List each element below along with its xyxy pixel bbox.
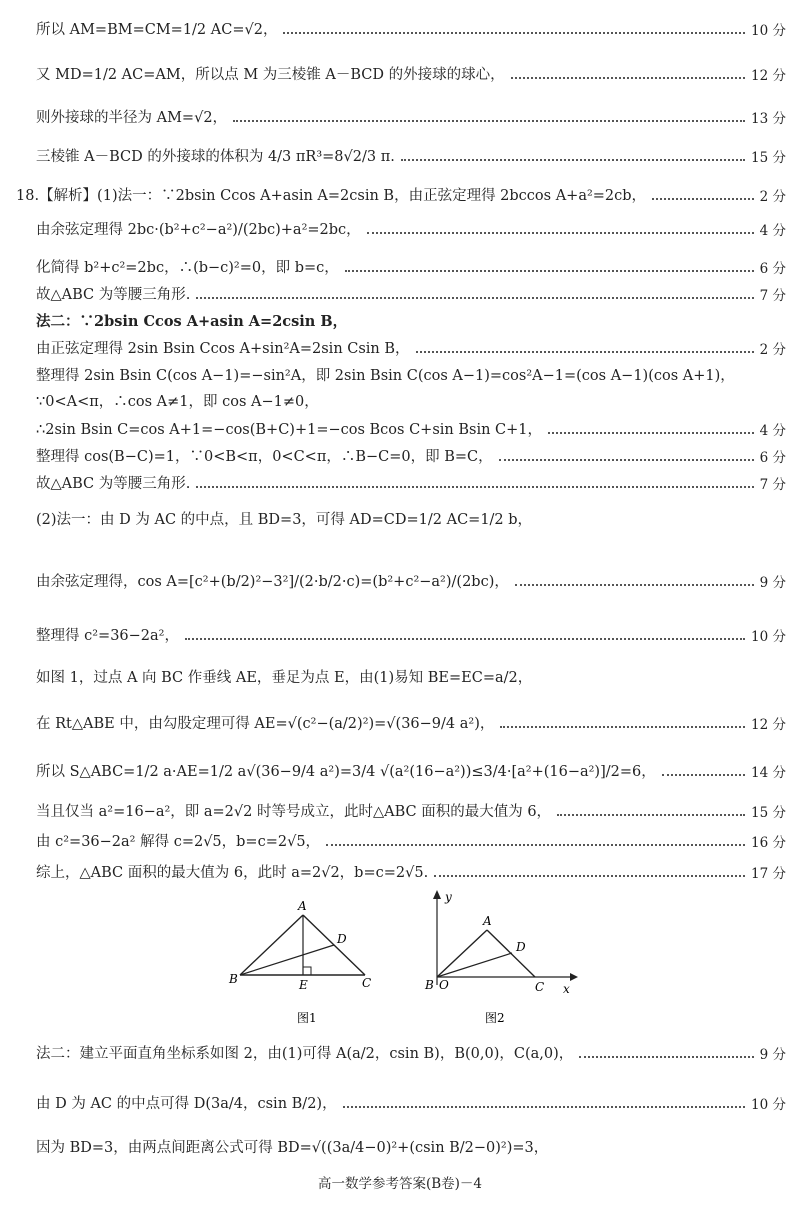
label-c: C bbox=[362, 976, 372, 990]
score-label: 10 分 bbox=[751, 628, 786, 645]
line-20 bbox=[36, 712, 786, 733]
line-text: 因为 BD=3，由两点间距离公式可得 BD=√((3a/4−0)²+(csin B/2−0)²)=3， bbox=[36, 1140, 549, 1156]
score-label: 10 分 bbox=[751, 22, 786, 39]
label-a: A bbox=[298, 899, 307, 913]
line-text: ∴2sin Bsin C=cos A+1=−cos(B+C)+1=−cos Bcos C+sin Bsin C+1， bbox=[36, 422, 543, 438]
leader-dots bbox=[367, 232, 754, 234]
figure-1 bbox=[225, 895, 385, 1035]
score-label: 9 分 bbox=[759, 574, 786, 591]
label-b: B bbox=[229, 972, 238, 986]
line-5 bbox=[16, 184, 786, 205]
line-text: 法二：∵2bsin Ccos A+asin A=2csin B， bbox=[36, 313, 348, 330]
leader-dots bbox=[401, 159, 745, 161]
label-y: y bbox=[445, 890, 452, 904]
score-label: 15 分 bbox=[751, 149, 786, 166]
line-9 bbox=[36, 310, 786, 331]
label-d: D bbox=[516, 940, 526, 954]
line-2 bbox=[36, 63, 786, 84]
line-text: 综上，△ABC 面积的最大值为 6，此时 a=2√2，b=c=2√5. bbox=[36, 865, 429, 881]
line-text: 所以 AM=BM=CM=1/2 AC=√2， bbox=[36, 22, 278, 38]
score-label: 4 分 bbox=[759, 422, 786, 439]
line-text: 整理得 cos(B−C)=1，∵0<B<π，0<C<π，∴B−C=0，即 B=C， bbox=[36, 449, 493, 465]
line-text: 由 c²=36−2a² 解得 c=2√5，b=c=2√5， bbox=[36, 834, 321, 850]
leader-dots bbox=[500, 726, 745, 728]
segment-ba bbox=[437, 930, 487, 977]
line-text: 由 D 为 AC 的中点可得 D(3a/4，csin B/2)， bbox=[36, 1096, 337, 1112]
line-text: (2)法一：由 D 为 AC 的中点，且 BD=3，可得 AD=CD=1/2 AC=1/2 b， bbox=[36, 512, 533, 528]
score-label: 2 分 bbox=[759, 188, 786, 205]
figure-2 bbox=[415, 885, 585, 1035]
line-10 bbox=[36, 337, 786, 358]
score-label: 17 分 bbox=[751, 865, 786, 882]
leader-dots bbox=[185, 638, 745, 640]
line-text: 由余弦定理得，cos A=[c²+(b/2)²−3²]/(2·b/2·c)=(b²+c²−a²)/(2bc)， bbox=[36, 574, 509, 590]
line-text: 18.【解析】(1)法一：∵2bsin Ccos A+asin A=2csin B，由正弦定理得 2bccos A+a²=2cb， bbox=[16, 188, 647, 204]
line-16 bbox=[36, 508, 786, 529]
line-24 bbox=[36, 861, 786, 882]
score-label: 2 分 bbox=[759, 341, 786, 358]
line-text: 化简得 b²+c²=2bc，∴(b−c)²=0，即 b=c， bbox=[36, 260, 339, 276]
score-label: 7 分 bbox=[759, 476, 786, 493]
score-label: 7 分 bbox=[759, 287, 786, 304]
line-14 bbox=[36, 445, 786, 466]
score-label: 6 分 bbox=[759, 449, 786, 466]
leader-dots bbox=[283, 32, 745, 34]
line-12 bbox=[36, 390, 786, 411]
line-8 bbox=[36, 283, 786, 304]
segment-ab bbox=[240, 915, 303, 975]
leader-dots bbox=[652, 198, 754, 200]
score-label: 14 分 bbox=[751, 764, 786, 781]
line-19 bbox=[36, 666, 786, 687]
leader-dots bbox=[196, 486, 753, 488]
leader-dots bbox=[511, 77, 745, 79]
line-21 bbox=[36, 760, 786, 781]
line-26 bbox=[36, 1092, 786, 1113]
line-text: 所以 S△ABC=1/2 a·AE=1/2 a√(36−9/4 a²)=3/4 √(a²(16−a²))≤3/4·[a²+(16−a²)]/2=6， bbox=[36, 764, 656, 780]
leader-dots bbox=[434, 875, 745, 877]
line-17 bbox=[36, 570, 786, 591]
line-22 bbox=[36, 800, 786, 821]
score-label: 4 分 bbox=[759, 222, 786, 239]
figure-2-diagram bbox=[415, 885, 585, 1035]
line-25 bbox=[36, 1042, 786, 1063]
label-e: E bbox=[299, 978, 308, 992]
line-text: ∵0<A<π，∴cos A≠1，即 cos A−1≠0， bbox=[36, 394, 319, 410]
leader-dots bbox=[662, 774, 745, 776]
leader-dots bbox=[416, 351, 754, 353]
leader-dots bbox=[515, 584, 754, 586]
label-o: O bbox=[439, 978, 449, 992]
leader-dots bbox=[345, 270, 754, 272]
line-text: 当且仅当 a²=16−a²，即 a=2√2 时等号成立，此时△ABC 面积的最大值为 6， bbox=[36, 804, 552, 820]
right-angle-mark bbox=[303, 967, 311, 975]
line-text: 整理得 2sin Bsin C(cos A−1)=−sin²A，即 2sin Bsin C(cos A−1)=cos²A−1=(cos A−1)(cos A+1)， bbox=[36, 368, 735, 384]
segment-bd bbox=[240, 945, 334, 975]
line-text: 如图 1，过点 A 向 BC 作垂线 AE，垂足为点 E，由(1)易知 BE=EC=a/2， bbox=[36, 670, 533, 686]
x-axis-arrow-icon bbox=[570, 973, 578, 981]
label-a: A bbox=[483, 914, 492, 928]
line-text: 由正弦定理得 2sin Bsin Ccos A+sin²A=2sin Csin B， bbox=[36, 341, 410, 357]
line-6 bbox=[36, 218, 786, 239]
leader-dots bbox=[326, 844, 745, 846]
leader-dots bbox=[343, 1106, 745, 1108]
line-text: 由余弦定理得 2bc·(b²+c²−a²)/(2bc)+a²=2bc， bbox=[36, 222, 361, 238]
line-3 bbox=[36, 106, 786, 127]
line-11 bbox=[36, 364, 786, 385]
segment-bd bbox=[437, 953, 512, 977]
line-text: 故△ABC 为等腰三角形. bbox=[36, 287, 191, 303]
page-footer: 高一数学参考答案(B卷)－4 bbox=[317, 1176, 483, 1192]
line-27 bbox=[36, 1136, 786, 1157]
score-label: 9 分 bbox=[759, 1046, 786, 1063]
line-7 bbox=[36, 256, 786, 277]
score-label: 6 分 bbox=[759, 260, 786, 277]
score-label: 12 分 bbox=[751, 716, 786, 733]
line-4 bbox=[36, 145, 786, 166]
score-label: 10 分 bbox=[751, 1096, 786, 1113]
score-label: 13 分 bbox=[751, 110, 786, 127]
leader-dots bbox=[557, 814, 745, 816]
line-23 bbox=[36, 830, 786, 851]
line-text: 又 MD=1/2 AC=AM，所以点 M 为三棱锥 A－BCD 的外接球的球心， bbox=[36, 67, 505, 83]
figure-1-caption: 图1 bbox=[297, 1011, 317, 1025]
leader-dots bbox=[579, 1056, 753, 1058]
line-15 bbox=[36, 472, 786, 493]
leader-dots bbox=[196, 297, 753, 299]
leader-dots bbox=[233, 120, 745, 122]
label-d: D bbox=[337, 932, 347, 946]
figure-1-diagram bbox=[225, 895, 385, 1035]
line-text: 则外接球的半径为 AM=√2， bbox=[36, 110, 228, 126]
figure-2-caption: 图2 bbox=[485, 1011, 505, 1025]
line-text: 在 Rt△ABE 中，由勾股定理可得 AE=√(c²−(a/2)²)=√(36−9/4 a²)， bbox=[36, 716, 495, 732]
score-label: 15 分 bbox=[751, 804, 786, 821]
label-x: x bbox=[563, 982, 570, 996]
label-b: B bbox=[425, 978, 434, 992]
line-text: 故△ABC 为等腰三角形. bbox=[36, 476, 191, 492]
line-text: 三棱锥 A－BCD 的外接球的体积为 4/3 πR³=8√2/3 π. bbox=[36, 149, 395, 165]
line-1 bbox=[36, 18, 786, 39]
line-18 bbox=[36, 624, 786, 645]
score-label: 16 分 bbox=[751, 834, 786, 851]
leader-dots bbox=[548, 432, 754, 434]
line-text: 法二：建立平面直角坐标系如图 2，由(1)可得 A(a/2，csin B)，B(0,0)，C(a,0)， bbox=[36, 1046, 574, 1062]
label-c: C bbox=[535, 980, 545, 994]
line-text: 整理得 c²=36−2a²， bbox=[36, 628, 179, 644]
leader-dots bbox=[499, 459, 754, 461]
y-axis-arrow-icon bbox=[433, 890, 441, 899]
line-13 bbox=[36, 418, 786, 439]
score-label: 12 分 bbox=[751, 67, 786, 84]
